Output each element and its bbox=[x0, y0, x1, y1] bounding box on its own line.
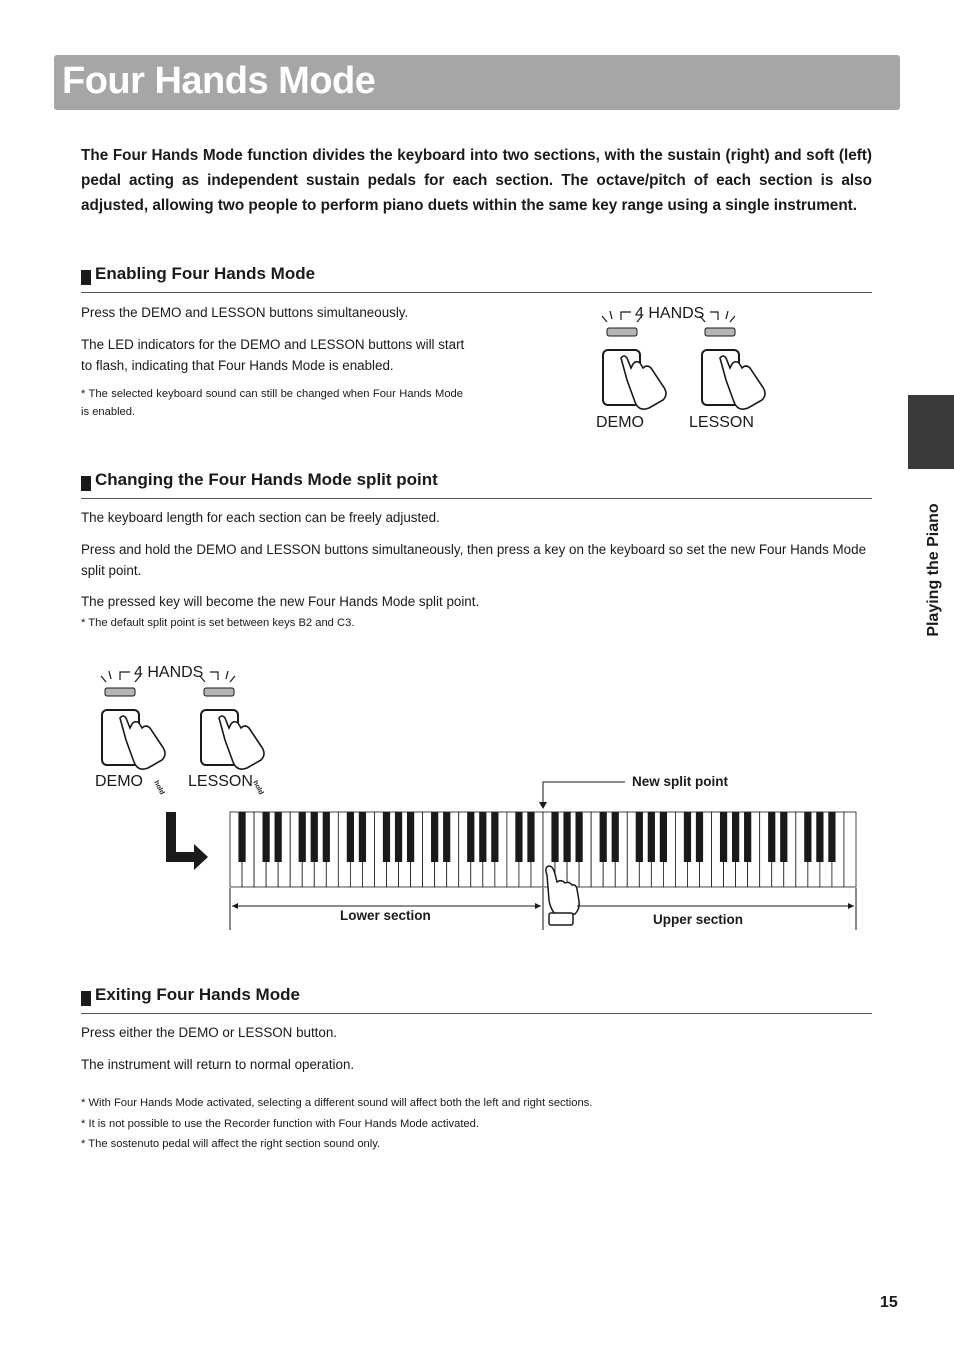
black-key bbox=[467, 812, 474, 862]
finger-press-icon bbox=[621, 356, 765, 409]
heading-bullet-icon bbox=[81, 270, 91, 285]
black-key bbox=[828, 812, 835, 862]
paragraph: The keyboard length for each section can be freely adjusted. bbox=[81, 510, 440, 525]
section-title: Changing the Four Hands Mode split point bbox=[95, 470, 438, 489]
footnote: * The selected keyboard sound can still be changed when Four Hands Mode is enabled. bbox=[81, 388, 463, 418]
keyboard-illustration bbox=[220, 770, 870, 940]
section-title: Enabling Four Hands Mode bbox=[95, 264, 316, 283]
black-key bbox=[696, 812, 703, 862]
black-key bbox=[660, 812, 667, 862]
black-key bbox=[491, 812, 498, 862]
chapter-tab bbox=[908, 395, 954, 469]
page-title: Four Hands Mode bbox=[62, 60, 376, 102]
new-split-point-label: New split point bbox=[632, 774, 728, 789]
black-key bbox=[648, 812, 655, 862]
black-key bbox=[720, 812, 727, 862]
right-arrow-icon bbox=[160, 810, 212, 872]
heading-bullet-icon bbox=[81, 476, 91, 491]
black-key bbox=[551, 812, 558, 862]
demo-lesson-buttons-illustration bbox=[590, 298, 780, 438]
hold-label: hold bbox=[251, 779, 265, 796]
chapter-side-label: Playing the Piano bbox=[925, 503, 942, 637]
footnote: * The default split point is set between keys B2 and C3. bbox=[81, 617, 355, 629]
black-key bbox=[768, 812, 775, 862]
black-key bbox=[600, 812, 607, 862]
black-key bbox=[275, 812, 282, 862]
black-key bbox=[359, 812, 366, 862]
lower-section-label: Lower section bbox=[340, 908, 431, 923]
lesson-led-indicator bbox=[705, 328, 735, 336]
paragraph: Press and hold the DEMO and LESSON buttons simultaneously, then press a key on the keyboard so set the new Four Hands Mode split point. bbox=[81, 542, 867, 578]
black-key bbox=[395, 812, 402, 862]
piano-keyboard bbox=[230, 812, 856, 887]
black-key bbox=[816, 812, 823, 862]
demo-button-label: DEMO bbox=[95, 773, 143, 790]
black-key bbox=[431, 812, 438, 862]
black-key bbox=[515, 812, 522, 862]
page-number: 15 bbox=[880, 1294, 898, 1311]
black-key bbox=[744, 812, 751, 862]
black-key bbox=[804, 812, 811, 862]
black-key bbox=[636, 812, 643, 862]
paragraph: The instrument will return to normal operation. bbox=[81, 1057, 355, 1072]
black-key bbox=[780, 812, 787, 862]
section-heading-enabling bbox=[81, 262, 872, 293]
four-hands-led-label: 4 HANDS bbox=[635, 305, 705, 322]
black-key bbox=[299, 812, 306, 862]
heading-bullet-icon bbox=[81, 991, 91, 1006]
black-key bbox=[527, 812, 534, 862]
lesson-button-label: LESSON bbox=[188, 773, 253, 790]
demo-led-indicator bbox=[607, 328, 637, 336]
paragraph: The LED indicators for the DEMO and LESSON buttons will start to flash, indicating that Four Hands Mode is enabled. bbox=[81, 337, 465, 373]
paragraph: The pressed key will become the new Four Hands Mode split point. bbox=[81, 594, 480, 609]
finger-press-icon bbox=[120, 716, 264, 769]
black-key bbox=[323, 812, 330, 862]
demo-button-label: DEMO bbox=[596, 414, 644, 431]
black-key bbox=[263, 812, 270, 862]
black-key bbox=[311, 812, 318, 862]
section-title: Exiting Four Hands Mode bbox=[95, 985, 300, 1004]
black-key bbox=[732, 812, 739, 862]
paragraph: Press the DEMO and LESSON buttons simultaneously. bbox=[81, 305, 409, 320]
black-key bbox=[684, 812, 691, 862]
section-heading-split-point bbox=[81, 468, 872, 499]
black-key bbox=[238, 812, 245, 862]
lesson-led-indicator bbox=[204, 688, 234, 696]
section-heading-exiting bbox=[81, 983, 872, 1014]
black-key bbox=[563, 812, 570, 862]
black-key bbox=[576, 812, 583, 862]
four-hands-led-label: 4 HANDS bbox=[134, 664, 204, 681]
paragraph: Press either the DEMO or LESSON button. bbox=[81, 1025, 338, 1040]
demo-led-indicator bbox=[105, 688, 135, 696]
footnote: * The sostenuto pedal will affect the right section sound only. bbox=[81, 1138, 381, 1150]
black-key bbox=[347, 812, 354, 862]
lesson-button-label: LESSON bbox=[689, 414, 754, 431]
black-key bbox=[612, 812, 619, 862]
hold-label: hold bbox=[152, 779, 166, 796]
black-key bbox=[443, 812, 450, 862]
upper-section-label: Upper section bbox=[653, 912, 744, 927]
intro-paragraph: The Four Hands Mode function divides the keyboard into two sections, with the sustain (right) and soft (left) pedal acting as independent sustain pedals for each section. The octave/pitch of each section is also adjusted, allowing two people to perform piano duets within the same key range using a single instrument. bbox=[81, 147, 872, 214]
footnote: * It is not possible to use the Recorder function with Four Hands Mode activated. bbox=[81, 1118, 479, 1130]
black-key bbox=[479, 812, 486, 862]
footnote: * With Four Hands Mode activated, selecting a different sound will affect both the left and right sections. bbox=[81, 1097, 593, 1109]
title-bar bbox=[54, 55, 900, 110]
white-key bbox=[844, 812, 856, 887]
black-key bbox=[383, 812, 390, 862]
black-key bbox=[407, 812, 414, 862]
